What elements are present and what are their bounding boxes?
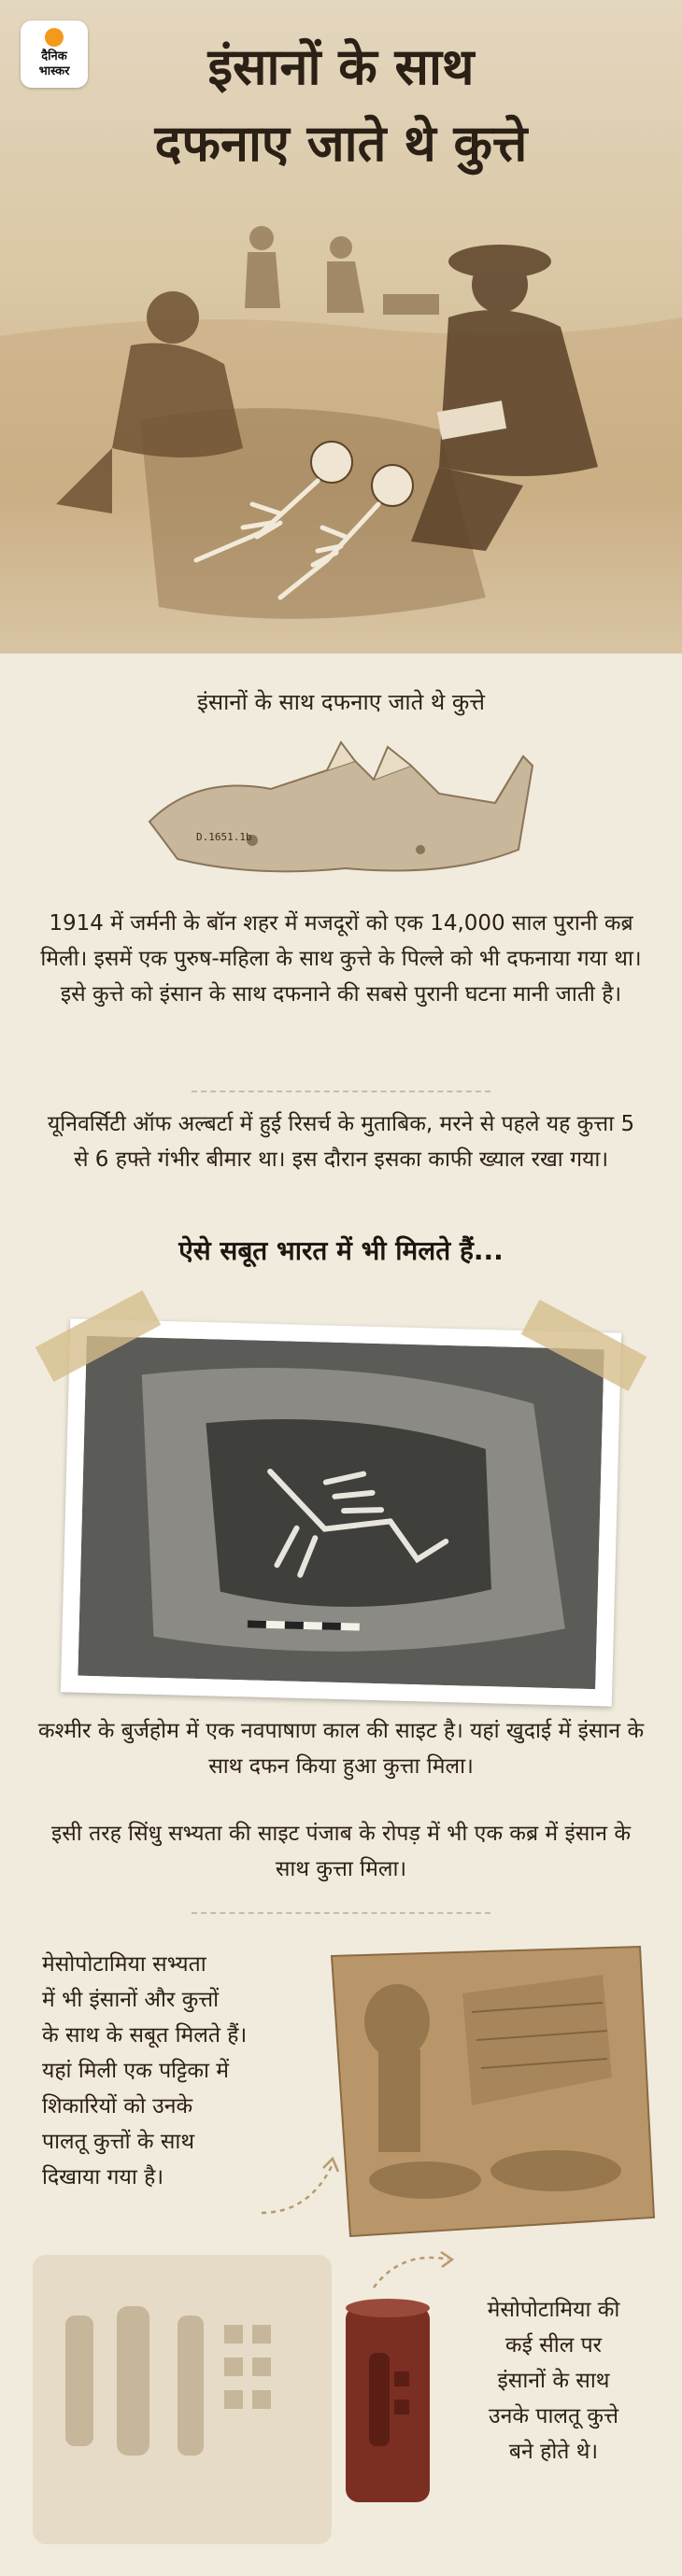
alberta-paragraph: यूनिवर्सिटी ऑफ अल्बर्टा में हुई रिसर्च के मुताबिक, मरने से पहले यह कुत्ता 5 से 6 हफ्ते गंभीर बीमार था। इस दौरान इसका काफी ख्याल रखा गया।	[47, 1112, 635, 1172]
specimen-label: D.1651.1b	[196, 831, 252, 843]
fossil-caption: इंसानों के साथ दफनाए जाते थे कुत्ते	[197, 689, 485, 715]
burzahom-excavation-photo	[61, 1318, 621, 1706]
mesopotamia-seal-text: मेसोपोटामिया की कई सील पर इंसानों के साथ उनके पालतू कुत्ते बने होते थे।	[487, 2298, 620, 2464]
india-section-heading: ऐसे सबूत भारत में भी मिलते हैं...	[178, 1235, 504, 1266]
cylinder-seal-image	[336, 2287, 439, 2521]
arrow-to-seal-text-icon	[364, 2241, 467, 2297]
cylinder-seal-impression-image	[28, 2250, 336, 2549]
logo-line2: भास्कर	[38, 64, 70, 78]
dog-jaw-fossil-image	[140, 738, 542, 887]
logo-line1: दैनिक	[41, 49, 67, 63]
divider	[192, 1091, 490, 1092]
hero-illustration	[0, 0, 682, 654]
arrow-to-tablet-icon	[252, 2147, 355, 2222]
mesopotamia-tablet-text: मेसोपोटामिया सभ्यता में भी इंसानों और कुत्तों के साथ के सबूत मिलते हैं। यहां मिली एक पट्टिका में शिकारियों को उनके पालतू कुत्तों के साथ दिखाया गया है।	[42, 1952, 248, 2189]
bonn-paragraph: 1914 में जर्मनी के बॉन शहर में मजदूरों को एक 14,000 साल पुरानी कब्र मिली। इसमें एक पुरुष-महिला के साथ कुत्ते के पिल्ले को भी दफनाया गया था। इसे कुत्ते को इंसान के साथ दफनाने की सबसे पुरानी घटना मानी जाती है।	[40, 911, 642, 1006]
page-title-line1: इंसानों के साथ	[207, 37, 475, 96]
kashmir-paragraph: कश्मीर के बुर्जहोम में एक नवपाषाण काल की साइट है। यहां खुदाई में इंसान के साथ दफन किया हुआ कुत्ता मिला।	[37, 1719, 645, 1779]
page-title-line2: दफनाए जाते थे कुत्ते	[154, 114, 528, 173]
divider-2	[192, 1912, 490, 1914]
ropar-paragraph: इसी तरह सिंधु सभ्यता की साइट पंजाब के रोपड़ में भी एक कब्र में इंसान के साथ कुत्ता मिला।	[50, 1822, 632, 1881]
excavation-sketch	[0, 205, 682, 654]
grave-photo	[78, 1336, 604, 1689]
assyrian-relief-image	[322, 1937, 663, 2245]
